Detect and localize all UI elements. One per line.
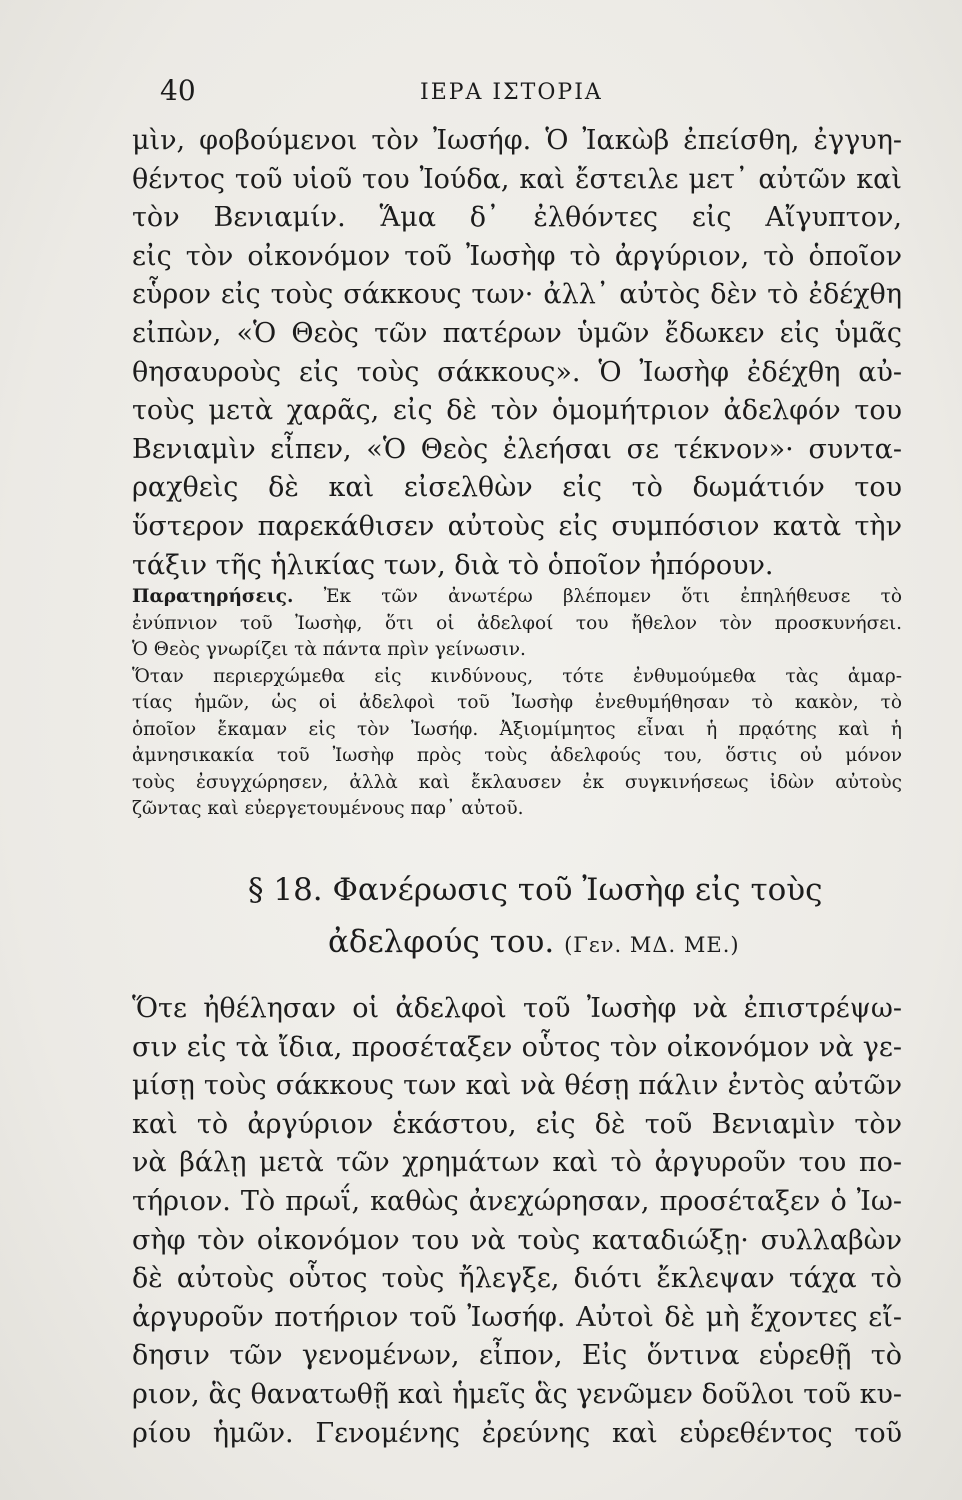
text-line: μὶν, φοβούμενοι τὸν Ἰωσήφ. Ὁ Ἰακὼβ ἐπείσθη, ἐγγυη- — [132, 125, 902, 156]
text-line: δὲ αὐτοὺς οὗτος τοὺς ἤλεγξε, διότι ἔκλεψαν τάχα τὸ — [132, 1263, 902, 1295]
note-line: ἐνύπνιον τοῦ Ἰωσὴφ, ὅτι οἱ ἀδελφοί του ἤθελον τὸν προσκυνήσει. — [132, 612, 902, 634]
text-line: νὰ βάλῃ μετὰ τῶν χρημάτων καὶ τὸ ἀργυροῦν του πο- — [132, 1147, 902, 1179]
text-line: καὶ τὸ ἀργύριον ἑκάστου, εἰς δὲ τοῦ Βενιαμὶν τὸν — [132, 1108, 902, 1140]
body-text-top — [132, 122, 902, 585]
section-title-cont — [328, 916, 740, 971]
section-title-end: ἀδελφούς του. — [328, 924, 555, 960]
text-line: ραχθεὶς δὲ καὶ εἰσελθὼν εἰς τὸ δωμάτιόν του — [132, 472, 902, 504]
notes-label: Παρατηρήσεις. — [132, 586, 294, 607]
note-line: ὁποῖον ἔκαμαν εἰς τὸν Ἰωσήφ. Ἀξιομίμητος εἶναι ἡ πρᾳότης καὶ ἡ — [132, 718, 902, 740]
text-line: ἀργυροῦν ποτήριον τοῦ Ἰωσήφ. Αὐτοὶ δὲ μὴ ἔχοντες εἴ- — [132, 1301, 902, 1333]
section-title: § 18. Φανέρωσις τοῦ Ἰωσὴφ εἰς τοὺς — [248, 872, 823, 908]
text-line: Βενιαμὶν εἶπεν, «Ὁ Θεὸς ἐλεήσαι σε τέκνον»· συντα- — [132, 433, 902, 465]
text-line: θησαυροὺς εἰς τοὺς σάκκους». Ὁ Ἰωσὴφ ἐδέχθη αὐ- — [132, 356, 902, 388]
text-line: τὸν Βενιαμίν. Ἅμα δ᾽ ἐλθόντες εἰς Αἴγυπτον, — [132, 202, 902, 234]
text-line: ὕστερον παρεκάθισεν αὐτοὺς εἰς συμπόσιον κατὰ τὴν — [132, 510, 902, 542]
note-line: ζῶντας καὶ εὐεργετουμένους παρ᾽ αὐτοῦ. — [132, 798, 524, 819]
text-line: μίσῃ τοὺς σάκκους των καὶ νὰ θέσῃ πάλιν ἐντὸς αὐτῶν — [132, 1070, 902, 1102]
note-text: Ἐκ τῶν ἀνωτέρω βλέπομεν ὅτι ἐπηλήθευσε τὸ — [293, 586, 902, 607]
text-line: ρίου ἡμῶν. Γενομένης ἐρεύνης καὶ εὑρεθέντος τοῦ — [132, 1417, 902, 1449]
text-line: θέντος τοῦ υἱοῦ του Ἰούδα, καὶ ἔστειλε μετ᾽ αὐτῶν καὶ — [132, 163, 902, 195]
text-line: τάξιν τῆς ἡλικίας των, διὰ τὸ ὁποῖον ἠπόρουν. — [132, 549, 774, 581]
body-text-bottom — [132, 990, 902, 1453]
text-line: Ὅτε ἠθέλησαν οἱ ἀδελφοὶ τοῦ Ἰωσὴφ νὰ ἐπιστρέψω- — [132, 993, 902, 1024]
text-line: σὴφ τὸν οἰκονόμον του νὰ τοὺς καταδιώξῃ· συλλαβὼν — [132, 1224, 902, 1256]
page-number: 40 — [160, 74, 196, 107]
text-line: τοὺς μετὰ χαρᾶς, εἰς δὲ τὸν ὁμομήτριον ἀδελφόν του — [132, 395, 902, 427]
note-line: Ὁ Θεὸς γνωρίζει τὰ πάντα πρὶν γείνωσιν. — [132, 639, 526, 660]
note-line: Ὅταν περιερχώμεθα εἰς κινδύνους, τότε ἐνθυμούμεθα τὰς ἁμαρ- — [132, 665, 902, 687]
text-line: εὗρον εἰς τοὺς σάκκους των· ἀλλ᾽ αὐτὸς δὲν τὸ ἐδέχθη — [132, 279, 902, 311]
observations-note — [132, 584, 902, 823]
text-line: δησιν τῶν γενομένων, εἶπον, Εἰς ὅντινα εὑρεθῇ τὸ — [132, 1340, 902, 1372]
text-line: εἰπὼν, «Ὁ Θεὸς τῶν πατέρων ὑμῶν ἔδωκεν εἰς ὑμᾶς — [132, 317, 902, 349]
note-line: τίας ἡμῶν, ὡς οἱ ἀδελφοὶ τοῦ Ἰωσὴφ ἐνεθυμήθησαν τὸ κακὸν, τὸ — [132, 692, 902, 713]
note-line: τοὺς ἐσυγχώρησεν, ἀλλὰ καὶ ἔκλαυσεν ἐκ συγκινήσεως ἰδὼν αὐτοὺς — [132, 771, 902, 793]
page-header — [0, 74, 962, 114]
note-line — [132, 584, 902, 611]
running-title: ΙΕΡΑ ΙΣΤΟΡΙΑ — [420, 80, 603, 105]
note-line: ἀμνησικακία τοῦ Ἰωσὴφ πρὸς τοὺς ἀδελφούς του, ὅστις οὐ μόνον — [132, 745, 902, 766]
text-line: σιν εἰς τὰ ἴδια, προσέταξεν οὗτος τὸν οἰκονόμον νὰ γε- — [132, 1031, 902, 1063]
text-line: ριον, ἃς θανατωθῇ καὶ ἡμεῖς ἃς γενῶμεν δοῦλοι τοῦ κυ- — [132, 1378, 902, 1410]
text-line: εἰς τὸν οἰκονόμον τοῦ Ἰωσὴφ τὸ ἀργύριον, τὸ ὁποῖον — [132, 240, 902, 272]
scripture-reference: (Γεν. ΜΔ. ΜΕ.) — [564, 933, 740, 957]
text-line: τήριον. Τὸ πρωΐ, καθὼς ἀνεχώρησαν, προσέταξεν ὁ Ἰω- — [132, 1185, 902, 1217]
